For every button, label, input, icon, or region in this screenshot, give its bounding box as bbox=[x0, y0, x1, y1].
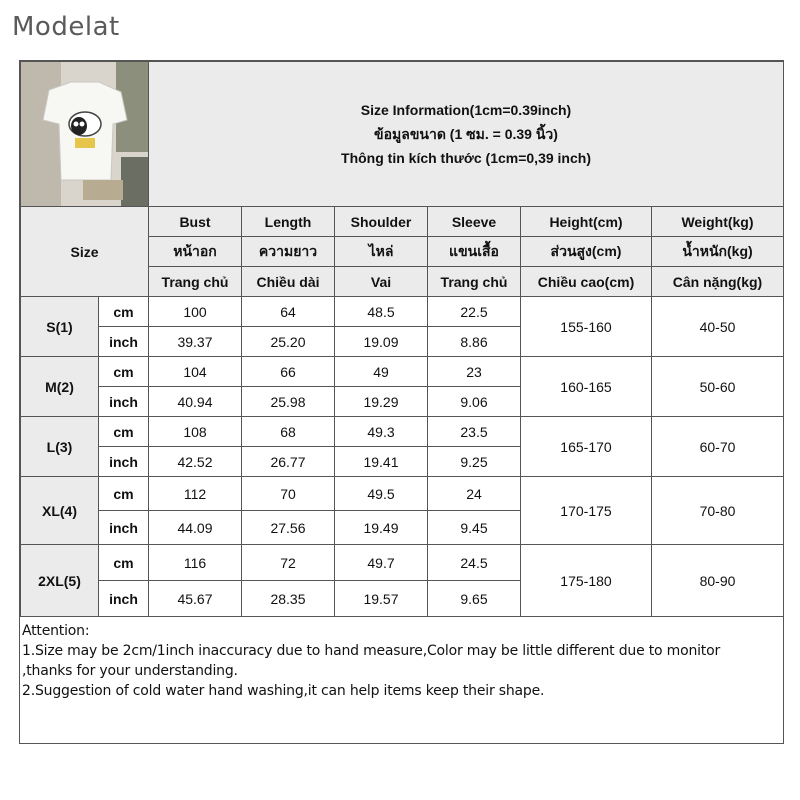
unit-inch: inch bbox=[99, 511, 149, 545]
header-shoulder-th: ไหล่ bbox=[335, 237, 428, 267]
shoulder-cm: 49.5 bbox=[335, 477, 428, 511]
header-sleeve-th: แขนเสื้อ bbox=[428, 237, 521, 267]
unit-inch: inch bbox=[99, 387, 149, 417]
bust-cm: 104 bbox=[149, 357, 242, 387]
shoulder-inch: 19.49 bbox=[335, 511, 428, 545]
bust-cm: 112 bbox=[149, 477, 242, 511]
unit-cm: cm bbox=[99, 477, 149, 511]
header-bust-vi: Trang chủ bbox=[149, 267, 242, 297]
bust-cm: 116 bbox=[149, 545, 242, 581]
header-weight-th: น้ำหนัก(kg) bbox=[652, 237, 784, 267]
shoulder-cm: 49.7 bbox=[335, 545, 428, 581]
weight-range: 80-90 bbox=[652, 545, 784, 617]
header-sleeve-vi: Trang chủ bbox=[428, 267, 521, 297]
header-height-th: ส่วนสูง(cm) bbox=[521, 237, 652, 267]
unit-inch: inch bbox=[99, 581, 149, 617]
header-length-vi: Chiều dài bbox=[242, 267, 335, 297]
length-cm: 66 bbox=[242, 357, 335, 387]
size-label: 2XL(5) bbox=[21, 545, 99, 617]
height-range: 165-170 bbox=[521, 417, 652, 477]
shoulder-inch: 19.09 bbox=[335, 327, 428, 357]
length-inch: 28.35 bbox=[242, 581, 335, 617]
sleeve-cm: 23.5 bbox=[428, 417, 521, 447]
header-length-en: Length bbox=[242, 207, 335, 237]
sleeve-cm: 22.5 bbox=[428, 297, 521, 327]
bust-inch: 42.52 bbox=[149, 447, 242, 477]
sleeve-inch: 9.65 bbox=[428, 581, 521, 617]
sleeve-inch: 9.06 bbox=[428, 387, 521, 417]
size-info-heading bbox=[149, 62, 784, 207]
sleeve-cm: 23 bbox=[428, 357, 521, 387]
unit-cm: cm bbox=[99, 297, 149, 327]
header-bust-en: Bust bbox=[149, 207, 242, 237]
attention-note-1: 1.Size may be 2cm/1inch inaccuracy due to hand measure,Color may be little different due to monitor bbox=[22, 643, 721, 659]
size-column-header: Size bbox=[21, 207, 149, 297]
unit-inch: inch bbox=[99, 327, 149, 357]
header-shoulder-vi: Vai bbox=[335, 267, 428, 297]
shoulder-inch: 19.57 bbox=[335, 581, 428, 617]
size-label: XL(4) bbox=[21, 477, 99, 545]
sleeve-inch: 8.86 bbox=[428, 327, 521, 357]
sleeve-cm: 24 bbox=[428, 477, 521, 511]
attention-notes bbox=[22, 621, 762, 701]
size-label: M(2) bbox=[21, 357, 99, 417]
length-inch: 26.77 bbox=[242, 447, 335, 477]
header-bust-th: หน้าอก bbox=[149, 237, 242, 267]
sleeve-inch: 9.45 bbox=[428, 511, 521, 545]
bust-inch: 45.67 bbox=[149, 581, 242, 617]
header-weight-en: Weight(kg) bbox=[652, 207, 784, 237]
brand-logo: Modelat bbox=[12, 12, 120, 42]
shoulder-cm: 49.3 bbox=[335, 417, 428, 447]
shoulder-inch: 19.29 bbox=[335, 387, 428, 417]
length-cm: 70 bbox=[242, 477, 335, 511]
sleeve-inch: 9.25 bbox=[428, 447, 521, 477]
info-line-en: Size Information(1cm=0.39inch) bbox=[360, 102, 572, 118]
weight-range: 60-70 bbox=[652, 417, 784, 477]
bust-cm: 100 bbox=[149, 297, 242, 327]
info-line-th: ข้อมูลขนาด (1 ซม. = 0.39 นิ้ว) bbox=[374, 126, 558, 142]
tshirt-photo-icon bbox=[21, 62, 149, 206]
weight-range: 70-80 bbox=[652, 477, 784, 545]
length-cm: 64 bbox=[242, 297, 335, 327]
sleeve-cm: 24.5 bbox=[428, 545, 521, 581]
bust-inch: 44.09 bbox=[149, 511, 242, 545]
shoulder-cm: 48.5 bbox=[335, 297, 428, 327]
unit-inch: inch bbox=[99, 447, 149, 477]
bust-inch: 40.94 bbox=[149, 387, 242, 417]
unit-cm: cm bbox=[99, 545, 149, 581]
header-sleeve-en: Sleeve bbox=[428, 207, 521, 237]
height-range: 160-165 bbox=[521, 357, 652, 417]
header-height-en: Height(cm) bbox=[521, 207, 652, 237]
shoulder-inch: 19.41 bbox=[335, 447, 428, 477]
unit-cm: cm bbox=[99, 357, 149, 387]
size-table bbox=[20, 61, 784, 617]
size-label: S(1) bbox=[21, 297, 99, 357]
size-label: L(3) bbox=[21, 417, 99, 477]
unit-cm: cm bbox=[99, 417, 149, 447]
weight-range: 50-60 bbox=[652, 357, 784, 417]
header-weight-vi: Cân nặng(kg) bbox=[652, 267, 784, 297]
shoulder-cm: 49 bbox=[335, 357, 428, 387]
bust-inch: 39.37 bbox=[149, 327, 242, 357]
height-range: 155-160 bbox=[521, 297, 652, 357]
length-inch: 27.56 bbox=[242, 511, 335, 545]
header-height-vi: Chiều cao(cm) bbox=[521, 267, 652, 297]
length-cm: 68 bbox=[242, 417, 335, 447]
weight-range: 40-50 bbox=[652, 297, 784, 357]
height-range: 170-175 bbox=[521, 477, 652, 545]
attention-note-2: 2.Suggestion of cold water hand washing,it can help items keep their shape. bbox=[22, 683, 545, 699]
header-length-th: ความยาว bbox=[242, 237, 335, 267]
bust-cm: 108 bbox=[149, 417, 242, 447]
size-chart bbox=[19, 60, 784, 744]
height-range: 175-180 bbox=[521, 545, 652, 617]
length-inch: 25.20 bbox=[242, 327, 335, 357]
length-cm: 72 bbox=[242, 545, 335, 581]
length-inch: 25.98 bbox=[242, 387, 335, 417]
product-photo bbox=[21, 62, 149, 207]
header-shoulder-en: Shoulder bbox=[335, 207, 428, 237]
attention-note-1-cont: ,thanks for your understanding. bbox=[22, 663, 238, 679]
attention-title: Attention: bbox=[22, 623, 90, 639]
info-line-vi: Thông tin kích thước (1cm=0,39 inch) bbox=[341, 150, 591, 166]
